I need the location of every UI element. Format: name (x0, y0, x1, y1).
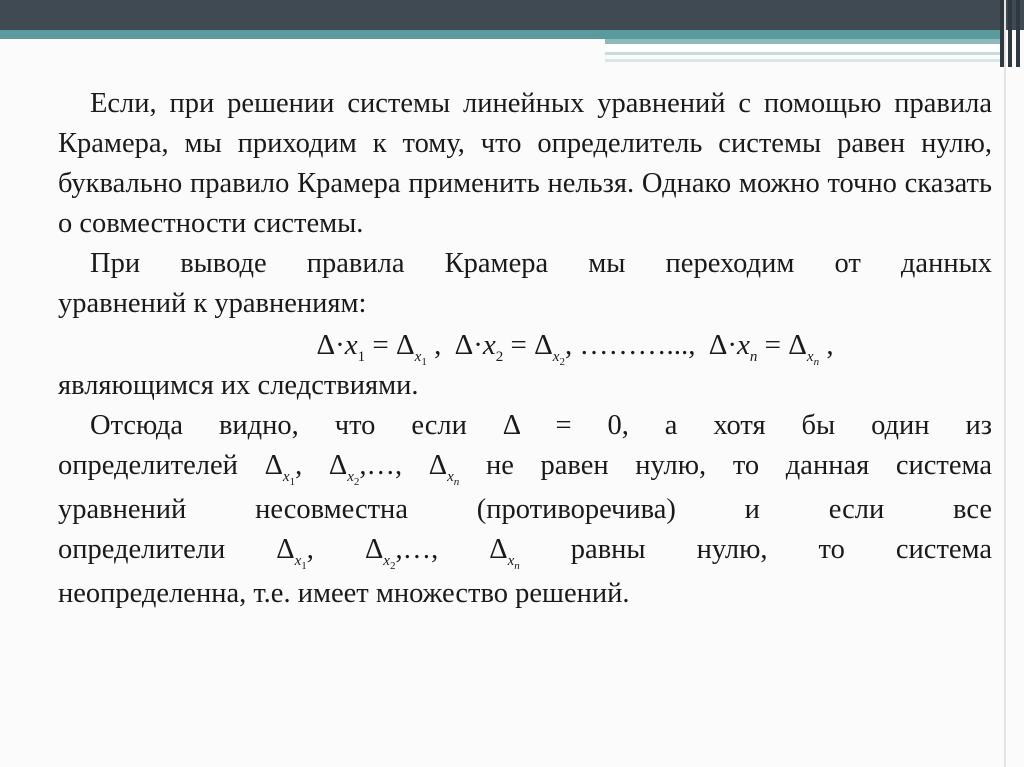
equation-dots: ………..., (579, 329, 696, 361)
p4-l2-end: не равен нулю, то данная система (485, 450, 993, 481)
header-thin-line-2 (605, 59, 1000, 62)
equation-line: $\Delta\cdot x_1 = \Delta_{x_1}$ , $\Delta\cdot x_2 = \Delta_{x_2}$, ………..., $\Delta\cdot x_n = \Delta_{x_n}$ , (316, 329, 834, 368)
header-gap (605, 44, 1000, 52)
paragraph-1: Если, при решении системы линейных уравнений с помощью правила Крамера, мы приходим к тому, что определитель системы равен нулю, буквально правило Крамера применить нельзя. Однако можно точно сказать о совместности системы. (58, 88, 992, 239)
paragraph-4-line-2: определителей $\Delta_{x_1}$, $\Delta_{x_2},\dots$, $\Delta_{x_n}$ не равен нулю, то данная система (58, 450, 993, 488)
paragraph-4-line-4: определители $\Delta_{x_1}$, $\Delta_{x_2},\dots$, $\Delta_{x_n}$ равны нулю, то система (58, 534, 993, 572)
header-thin-line (605, 52, 1000, 55)
paragraph-2-line-1: При выводе правила Крамера мы переходим от данных (90, 248, 992, 279)
p4-l4-start: определители (58, 534, 226, 565)
p4-l4-end: нулю, то система (696, 534, 993, 565)
paragraph-4-line-1: Отсюда видно, что если Δ = 0, а хотя бы один из (90, 410, 992, 441)
p4-l4-mid: равны (570, 534, 646, 565)
paragraph-4-line-5: неопределенна, т.е. имеет множество решений. (58, 578, 630, 609)
p4-l2-start: определителей (58, 450, 238, 481)
slide-body (58, 84, 992, 614)
paragraph-4-line-3: уравнений несовместна (противоречива) и если все (58, 494, 992, 525)
header-bar (1008, 0, 1012, 67)
header-stripe (0, 30, 1000, 39)
header-band (0, 0, 1024, 30)
header-bar (1016, 0, 1020, 67)
right-border-line (1004, 0, 1006, 767)
paragraph-2-line-2: уравнений к уравнениям: (58, 288, 367, 319)
paragraph-3: являющимся их следствиями. (58, 370, 419, 401)
